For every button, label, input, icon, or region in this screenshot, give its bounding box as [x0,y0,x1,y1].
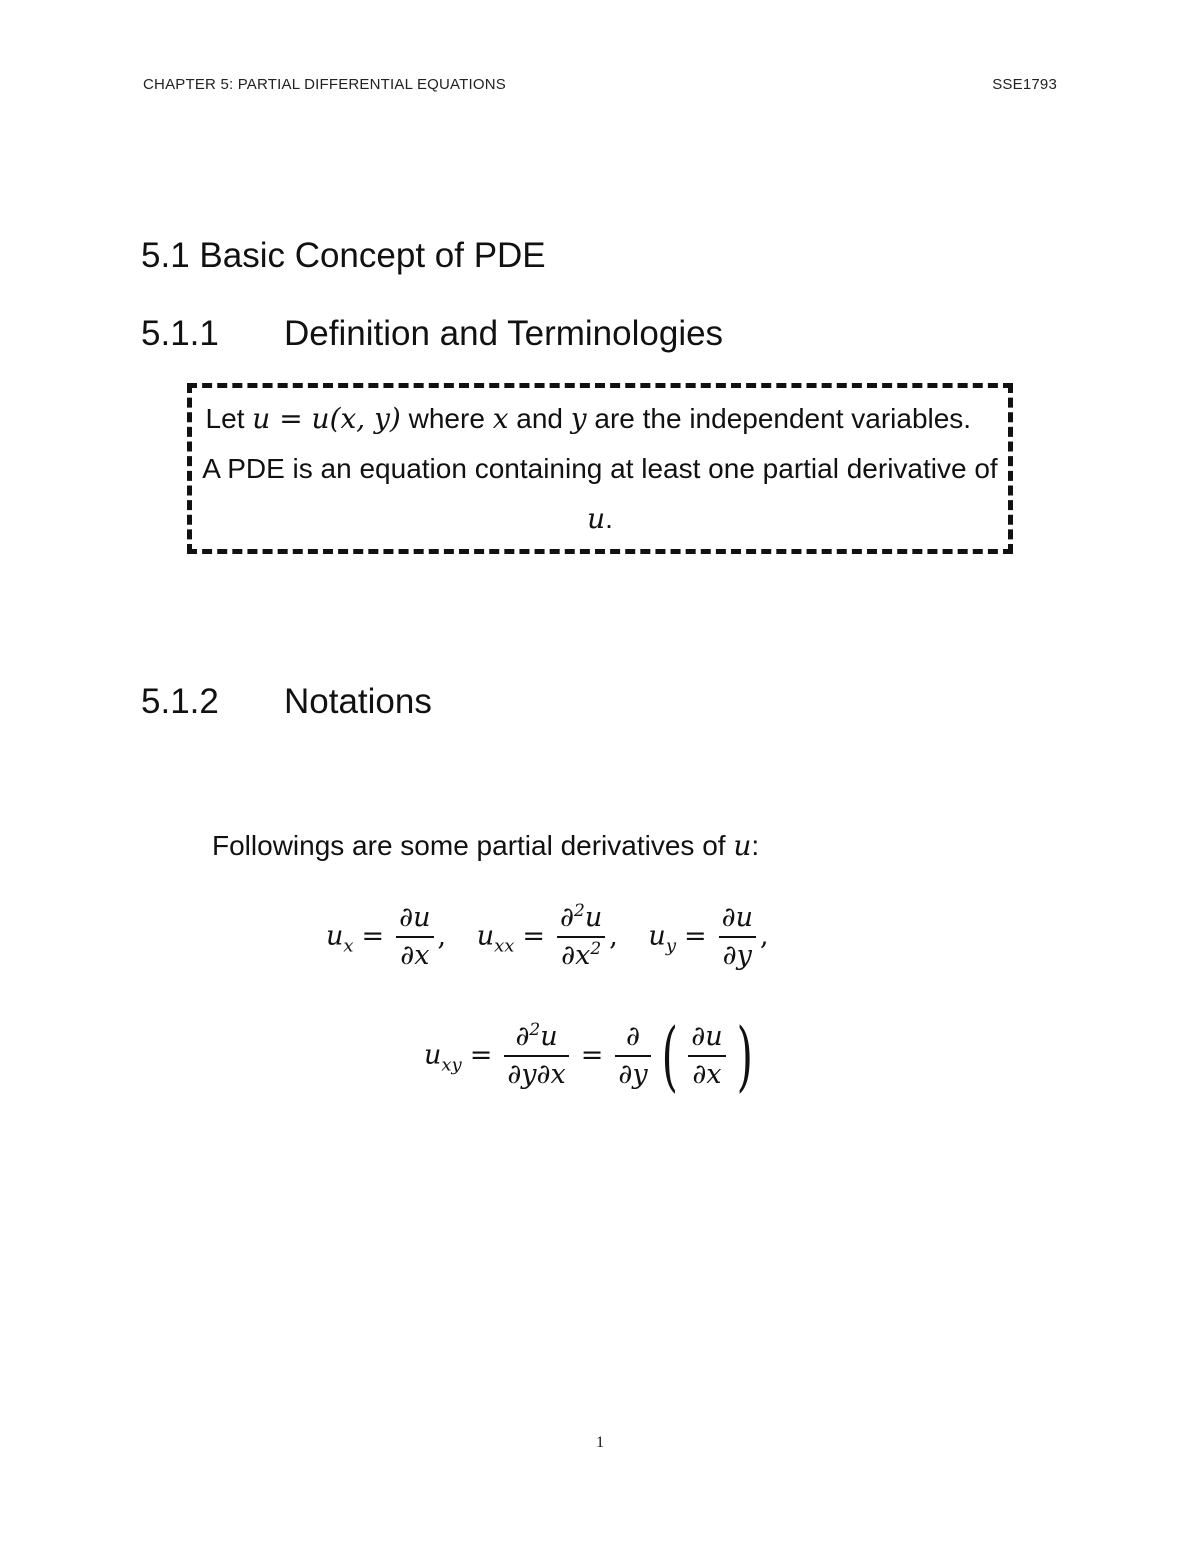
running-header-code: SSE1793 [992,76,1057,93]
var-u: u [252,402,271,435]
right-paren: ) [736,1011,753,1100]
running-header-title: CHAPTER 5: PARTIAL DIFFERENTIAL EQUATIONS [143,76,506,93]
var-u: u [733,829,752,862]
ux-lhs: u [326,920,344,952]
fraction-du-dx: $\frac{\partial u}{\partial x}$ [396,900,433,974]
equation-row-first-derivatives: $u_x$ = $\frac{\partial u}{\partial x}$ , $u_{xx}$ = $\frac{\partial^2u}{\partial x^2}$ , $u_y$ = $\frac{\partial u}{\partial y}$ , [326,900,769,974]
var-x: x [492,402,509,435]
fraction-d2u-dx2: $\frac{\partial^2u}{\partial x^2}$ [557,900,605,974]
function-def: = u(x, y) [270,402,401,435]
fraction-du-dy: $\frac{\partial u}{\partial y}$ [719,900,756,974]
left-paren: ( [661,1011,678,1100]
fraction-d-dy: $\frac{\partial}{\partial y}$ [615,1019,650,1093]
fraction-d2u-dydx: $\frac{\partial^2u}{\partial y\partial x}$ [504,1019,568,1093]
subsection-title: Definition and Terminologies [284,314,724,353]
uxy-lhs: u [424,1039,442,1071]
uxx-lhs: u [476,920,495,952]
section-heading: 5.1 Basic Concept of PDE [141,236,546,275]
var-u-end: u [587,502,606,535]
uy-lhs: u [648,920,666,952]
var-y: y [570,402,587,435]
page-number: 1 [596,1434,604,1451]
fraction-du-dx-inner: $\frac{\partial u}{\partial x}$ [688,1019,725,1093]
subsection-number: 5.1.1 [141,314,219,353]
equation-row-mixed-derivative: $u_{xy}$ = $\frac{\partial^2u}{\partial y\partial x}$ = $\frac{\partial}{\partial y}$ ( $\frac{\partial u}{\partial x}$ ) [424,1011,753,1100]
notations-intro: Followings are some partial derivatives of u: [212,829,760,862]
subsection-heading-notations [141,678,432,726]
subsection-number: 5.1.2 [141,682,219,721]
subsection-heading-definition [141,310,723,358]
definition-text: Let u = u(x, y) where x and y are the independent variables. A PDE is an equation containing at least one partial derivative of u. [202,402,998,535]
subsection-title: Notations [284,682,432,721]
